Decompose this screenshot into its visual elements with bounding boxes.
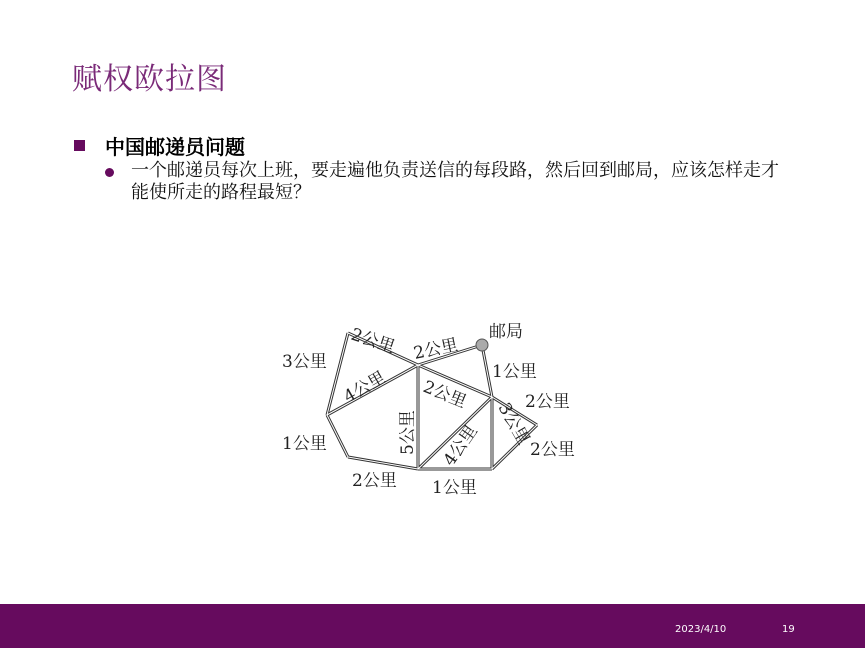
slide-title: 赋权欧拉图 (72, 62, 227, 97)
edge-label-e12: 2公里 (530, 440, 575, 460)
bullet-level2 (105, 160, 805, 204)
edge-label-e8: 5公里 (398, 410, 418, 455)
dot-bullet-icon (105, 168, 114, 177)
edge-label-e3: 2公里 (411, 335, 460, 364)
post-office-node-icon (476, 339, 488, 351)
post-office-label: 邮局 (489, 322, 523, 342)
edge-label-e2: 2公里 (348, 324, 398, 358)
bullet-level1-text: 中国邮递员问题 (105, 135, 245, 159)
road-network-diagram (270, 305, 610, 505)
bullet-level2-text: 一个邮递员每次上班，要走遍他负责送信的每段路，然后回到邮局，应该怎样走才能使所走的路程最短？ (131, 160, 779, 203)
bullet-level1 (74, 131, 245, 160)
square-bullet-icon (74, 140, 85, 151)
edge-label-e13: 2公里 (352, 471, 397, 491)
edge-label-e11: 4公里 (439, 421, 482, 470)
edge-label-e10: 1公里 (282, 434, 327, 454)
edge-label-e6: 2公里 (420, 377, 470, 413)
footer-bar (0, 604, 865, 648)
edge-label-e4: 1公里 (492, 362, 537, 382)
edge-label-e14: 1公里 (432, 478, 477, 498)
edge-label-e1: 3公里 (282, 352, 327, 372)
footer-date: 2023/4/10 (675, 624, 727, 635)
edge-label-e5: 4公里 (340, 367, 390, 408)
edge-label-e9: 3公里 (493, 399, 534, 449)
page-number: 19 (782, 624, 795, 635)
edge-label-e7: 2公里 (525, 392, 570, 412)
